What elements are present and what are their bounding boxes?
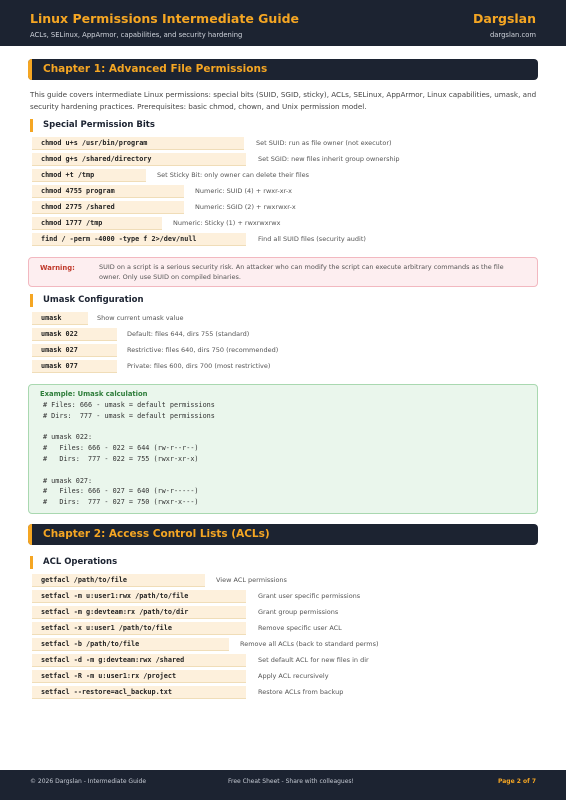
command-description: Set Sticky Bit: only owner can delete their files	[157, 171, 310, 179]
guide-subtitle: ACLs, SELinux, AppArmor, capabilities, and security hardening	[30, 31, 243, 39]
table-row	[30, 233, 540, 248]
command-text: find / -perm -4000 -type f 2>/dev/null	[32, 233, 246, 246]
command-description: View ACL permissions	[216, 576, 287, 584]
command-text: setfacl -m u:user1:rwx /path/to/file	[32, 590, 246, 603]
warning-text: SUID on a script is a serious security risk. An attacker who can modify the script can execute arbitrary commands as the file owner. Only use SUID on compiled binaries.	[99, 263, 504, 281]
table-row	[30, 169, 540, 184]
table-row	[30, 574, 540, 589]
command-text: chmod u+s /usr/bin/program	[32, 137, 244, 150]
table-row	[30, 590, 540, 605]
table-row	[30, 312, 540, 327]
table-row	[30, 153, 540, 168]
command-description: Set default ACL for new files in dir	[258, 656, 369, 664]
table-row	[30, 638, 540, 653]
command-text: chmod 4755 program	[32, 185, 184, 198]
command-description: Default: files 644, dirs 755 (standard)	[127, 330, 250, 338]
command-description: Remove specific user ACL	[258, 624, 342, 632]
command-description: Restrictive: files 640, dirs 750 (recommended)	[127, 346, 279, 354]
footer-share-note: Free Cheat Sheet - Share with colleagues!	[228, 778, 354, 785]
chapter-1-intro: This guide covers intermediate Linux permissions: special bits (SUID, SGID, sticky), ACLs, SELinux, AppArmor, Linux capabilities, umask, and security hardening practices. Prerequisites: basic chmod, chown, and Unix permission model.	[30, 90, 537, 111]
table-row	[30, 344, 540, 359]
command-description: Set SUID: run as file owner (not executor)	[256, 139, 392, 147]
command-description: Find all SUID files (security audit)	[258, 235, 366, 243]
brand-name: Dargslan	[473, 11, 536, 26]
chapter-1-banner	[28, 59, 538, 80]
command-description: Numeric: SGID (2) + rwxrwxr-x	[195, 203, 296, 211]
command-description: Restore ACLs from backup	[258, 688, 344, 696]
command-description: Grant group permissions	[258, 608, 339, 616]
table-row	[30, 606, 540, 621]
table-row	[30, 622, 540, 637]
command-text: chmod +t /tmp	[32, 169, 146, 182]
brand-url: dargslan.com	[489, 31, 536, 39]
command-text: setfacl -d -m g:devteam:rwx /shared	[32, 654, 246, 667]
table-row	[30, 328, 540, 343]
section-title: Special Permission Bits	[43, 120, 155, 130]
page-header	[0, 0, 566, 46]
table-row	[30, 686, 540, 701]
example-title: Example: Umask calculation	[40, 390, 148, 398]
command-description: Show current umask value	[97, 314, 184, 322]
guide-title: Linux Permissions Intermediate Guide	[30, 11, 300, 26]
page-number: Page 2 of 7	[498, 778, 536, 785]
command-text: setfacl -x u:user1 /path/to/file	[32, 622, 246, 635]
command-description: Grant user specific permissions	[258, 592, 361, 600]
example-code: # Files: 666 - umask = default permissions # Dirs: 777 - umask = default permissions # umask 022: # Files: 666 - 022 = 644 (rw-r--r--) # Dirs: 777 - 022 = 755 (rwxr-xr-x) # umask 027: # Files: 666 - 027 = 640 (rw-r-----) # Dirs: 777 - 027 = 750 (rwxr-x---)	[43, 401, 215, 507]
command-text: umask 022	[32, 328, 117, 341]
warning-callout	[28, 257, 538, 287]
section-title: ACL Operations	[43, 557, 118, 567]
command-text: umask 027	[32, 344, 117, 357]
chapter-1-title: Chapter 1: Advanced File Permissions	[43, 63, 268, 75]
command-text: umask	[32, 312, 88, 325]
table-row	[30, 217, 540, 232]
command-text: setfacl --restore=acl_backup.txt	[32, 686, 246, 699]
command-description: Remove all ACLs (back to standard perms)	[240, 640, 379, 648]
command-text: getfacl /path/to/file	[32, 574, 205, 587]
command-text: setfacl -R -m u:user1:rx /project	[32, 670, 246, 683]
table-row	[30, 137, 540, 152]
command-text: chmod g+s /shared/directory	[32, 153, 246, 166]
example-callout	[28, 384, 538, 514]
chapter-2-title: Chapter 2: Access Control Lists (ACLs)	[43, 528, 270, 540]
command-text: chmod 2775 /shared	[32, 201, 184, 214]
command-text: setfacl -b /path/to/file	[32, 638, 229, 651]
table-row	[30, 670, 540, 685]
table-row	[30, 654, 540, 669]
command-description: Numeric: Sticky (1) + rwxrwxrwx	[173, 219, 281, 227]
section-acl	[30, 556, 118, 569]
section-title: Umask Configuration	[43, 295, 144, 305]
table-row	[30, 360, 540, 375]
command-description: Numeric: SUID (4) + rwxr-xr-x	[195, 187, 293, 195]
page-footer	[0, 770, 566, 800]
command-text: chmod 1777 /tmp	[32, 217, 162, 230]
command-description: Private: files 600, dirs 700 (most restrictive)	[127, 362, 271, 370]
table-row	[30, 185, 540, 200]
section-special-bits	[30, 119, 155, 132]
command-description: Set SGID: new files inherit group ownership	[258, 155, 400, 163]
table-row	[30, 201, 540, 216]
command-text: umask 077	[32, 360, 117, 373]
footer-copyright: © 2026 Dargslan - Intermediate Guide	[30, 778, 147, 785]
command-description: Apply ACL recursively	[258, 672, 329, 680]
section-umask	[30, 294, 144, 307]
command-text: setfacl -m g:devteam:rx /path/to/dir	[32, 606, 246, 619]
warning-label: Warning:	[40, 264, 75, 272]
chapter-2-banner	[28, 524, 538, 545]
